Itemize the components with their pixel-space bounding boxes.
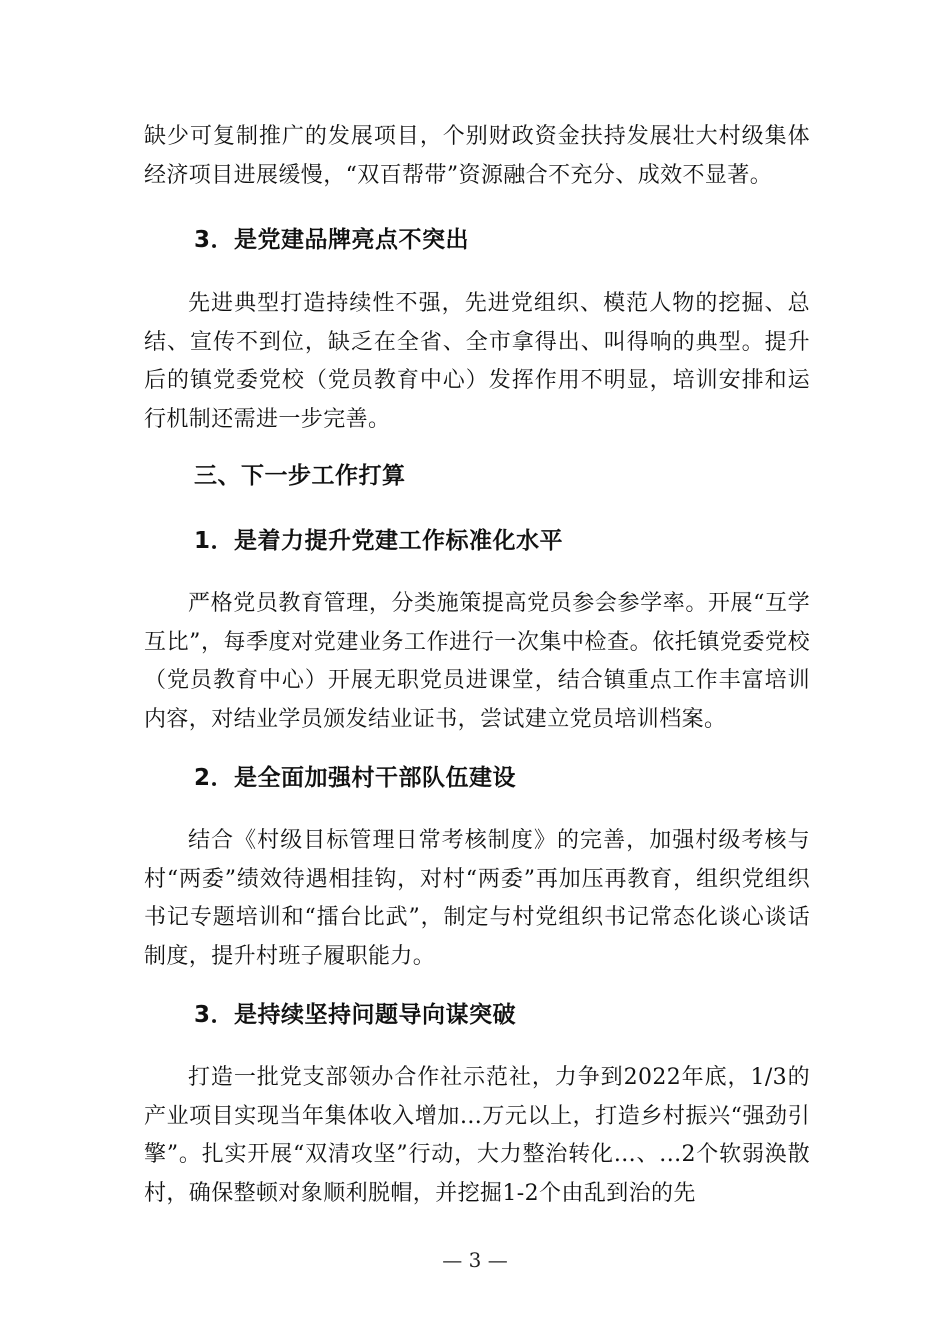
- body-paragraph: 严格党员教育管理，分类施策提高党员参会参学率。开展“互学互比”，每季度对党建业务工作进行一次集中检查。依托镇党委党校（党员教育中心）开展无职党员进课堂，结合镇重点工作丰富培训内容，对结业学员颁发结业证书，尝试建立党员培训档案。: [144, 591, 810, 732]
- page-number: — 3 —: [442, 1248, 508, 1272]
- section-heading: 2．是全面加强村干部队伍建设: [194, 765, 517, 791]
- paragraph-village-cadres: [144, 822, 810, 976]
- heading-problem-oriented: [144, 999, 810, 1031]
- section-heading: 1．是着力提升党建工作标准化水平: [194, 528, 564, 554]
- heading-village-cadres: [144, 762, 810, 794]
- heading-next-steps: [144, 460, 810, 492]
- body-paragraph: 打造一批党支部领办合作社示范社，力争到2022年底，1/3的产业项目实现当年集体收入增加...万元以上，打造乡村振兴“强劲引擎”。扎实开展“双清攻坚”行动，大力整治转化...、...2个软弱涣散村，确保整顿对象顺利脱帽，并挖掘1-2个由乱到治的先: [144, 1065, 810, 1206]
- heading-brand-highlights: [144, 224, 810, 256]
- section-heading: 3．是党建品牌亮点不突出: [194, 227, 470, 253]
- body-paragraph: 缺少可复制推广的发展项目，个别财政资金扶持发展壮大村级集体经济项目进展缓慢，“双百帮带”资源融合不充分、成效不显著。: [144, 124, 810, 188]
- body-paragraph: 先进典型打造持续性不强，先进党组织、模范人物的挖掘、总结、宣传不到位，缺乏在全省、全市拿得出、叫得响的典型。提升后的镇党委党校（党员教育中心）发挥作用不明显，培训安排和运行机制还需进一步完善。: [144, 291, 810, 432]
- heading-standardization: [144, 525, 810, 557]
- section-heading: 3．是持续坚持问题导向谋突破: [194, 1002, 517, 1028]
- paragraph-shortcomings-continued: [144, 118, 810, 195]
- body-paragraph: 结合《村级目标管理日常考核制度》的完善，加强村级考核与村“两委”绩效待遇相挂钩，对村“两委”再加压再教育，组织党组织书记专题培训和“擂台比武”，制定与村党组织书记常态化谈心谈话制度，提升村班子履职能力。: [144, 828, 810, 969]
- paragraph-standardization: [144, 585, 810, 739]
- chapter-heading: 三、下一步工作打算: [194, 463, 406, 489]
- paragraph-brand-highlights: [144, 285, 810, 439]
- paragraph-problem-oriented: [144, 1059, 810, 1213]
